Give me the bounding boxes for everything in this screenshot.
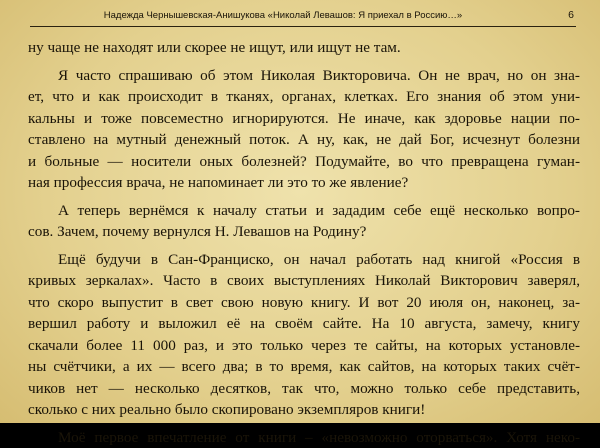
text-line: чиков нет — несколько десятков, так что, можно только себе представить, (28, 378, 580, 400)
text-line: ставлено на мутный денежный поток. А ну, как, не дай Бог, исчезнут болезни (28, 129, 580, 151)
text-line: скачали более 11 000 раз, и это только через те сайты, на которых установле- (28, 335, 580, 357)
text-line: ет, что и как происходит в тканях, органах, клетках. Его знания об этом уни- (28, 86, 580, 108)
text-line: ну чаще не находят или скорее не ищут, или ищут не там. (28, 37, 580, 59)
running-title: Надежда Чернышевская-Анишукова «Николай Левашов: Я приехал в Россию…» (30, 10, 536, 21)
text-line: и больные — носители оных болезней? Подумайте, во что превращена гуман- (28, 151, 580, 173)
running-header (30, 6, 576, 26)
text-line: ная профессия врача, не напоминает ли это то же явление? (28, 172, 580, 194)
page-number: 6 (568, 9, 574, 21)
text-line: А теперь вернёмся к началу статьи и зададим себе ещё несколько вопро- (28, 200, 580, 222)
header-rule (30, 26, 576, 27)
text-line: вершил работу и выложил её на своём сайте. На 10 августа, замечу, книгу (28, 313, 580, 335)
text-line: Я часто спрашиваю об этом Николая Викторовича. Он не врач, но он зна- (28, 65, 580, 87)
text-line: ны счётчики, а их — всего два; в то время, как сайтов, на которых таких счёт- (28, 356, 580, 378)
text-line: кальны и тоже повсеместно игнорируются. Не иначе, как здоровье нации по- (28, 108, 580, 130)
text-line: сколько с них реально было скопировано экземпляров книги! (28, 399, 580, 421)
text-line: сов. Зачем, почему вернулся Н. Левашов на Родину? (28, 221, 580, 243)
text-line: кривых зеркалах». Часто в своих выступлениях Николай Викторович заверял, (28, 270, 580, 292)
text-line: что скоро выпустит в свет свою новую книгу. И вот 20 июля он, наконец, за- (28, 292, 580, 314)
text-line: Ещё будучи в Сан-Франциско, он начал работать над книгой «Россия в (28, 249, 580, 271)
body-text (28, 37, 580, 448)
text-line: Моё первое впечатление от книги – «невозможно оторваться». Хотя неко- (28, 427, 580, 448)
